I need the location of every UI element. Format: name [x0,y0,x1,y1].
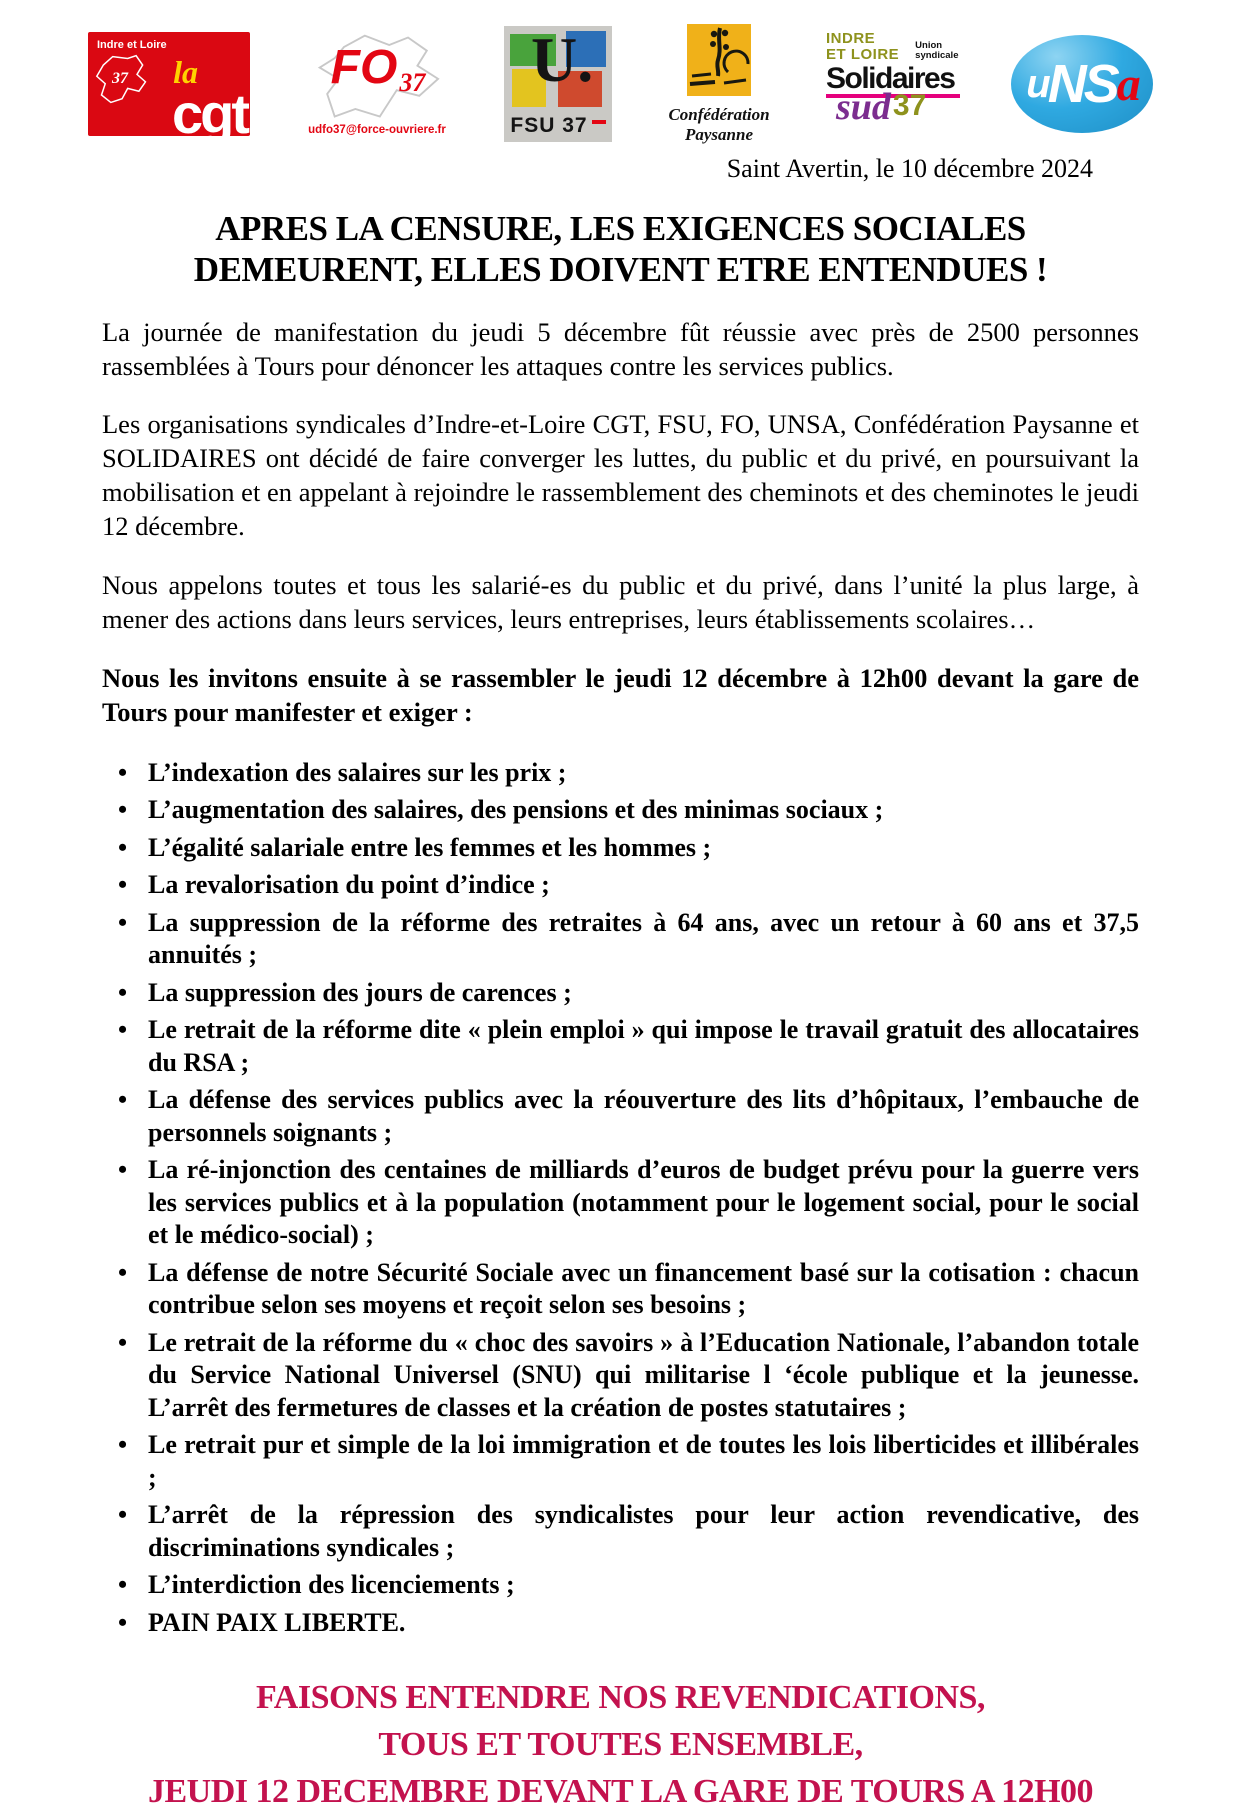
cgt-logo [88,32,250,145]
solidaires-wordmark: Solidaires [826,61,955,95]
footer-call-to-action [102,1675,1139,1816]
demand-item: • Le retrait de la réforme dite « plein emploi » qui impose le travail gratuit des allocataires du RSA ; [102,1014,1139,1079]
footer-line-3: JEUDI 12 DECEMBRE DEVANT LA GARE DE TOURS A 12H00 [147,1772,1094,1810]
fsu-u-letter: U. [531,24,594,95]
bold-intro-paragraph: Nous les invitons ensuite à se rassembler le jeudi 12 décembre à 12h00 devant la gare de Tours pour manifester et exiger : [102,662,1139,727]
solidaires-top-row [826,31,960,63]
solidaires-union-line1: Union [915,39,943,51]
demand-item: • La revalorisation du point d’indice ; [102,869,1139,902]
demand-item: • Le retrait pur et simple de la loi immigration et de toutes les lois liberticides et illibérales ; [102,1429,1139,1494]
demand-item: • L’augmentation des salaires, des pensions et des minimas sociaux ; [102,794,1139,827]
fsu-logo [504,26,612,142]
fsu-label-text: FSU 37 [510,114,588,137]
demand-item: • L’interdiction des licenciements ; [102,1569,1139,1602]
unsa-letter-n: N [1047,54,1084,114]
solidaires-dept-number: 37 [892,89,927,122]
fo-letters: FO [330,41,398,94]
title-line-1: APRES LA CENSURE, LES EXIGENCES SOCIALES [215,209,1026,248]
demand-item: • La défense des services publics avec la réouverture des lits d’hôpitaux, l’embauche de personnels soignants ; [102,1084,1139,1149]
dateline: Saint Avertin, le 10 décembre 2024 [726,154,1093,183]
unsa-letter-a: a [1116,57,1138,111]
cgt-dept-number: 37 [112,70,128,87]
demand-item: • La ré-injonction des centaines de milliards d’euros de budget prévu pour la guerre vers les services publics et à la population (notamment pour le logement social, pour le social et le médico-social) ; [102,1154,1139,1252]
demand-item: • La défense de notre Sécurité Sociale avec un financement basé sur la cotisation : chacun contribue selon ses moyens et reçoit selon ses besoins ; [102,1257,1139,1322]
unsa-logo [1011,35,1153,133]
demand-item: • L’arrêt de la répression des syndicalistes pour leur action revendicative, des discriminations syndicales ; [102,1499,1139,1564]
document-content [0,154,1241,1816]
unsa-letter-s: S [1083,54,1117,114]
fsu-wordmark [507,114,609,138]
solidaires-indre: INDRE [826,30,876,47]
fo-email-text: udfo37@force-ouvriere.fr [308,124,446,136]
solidaires-sud-script: sud [836,86,891,128]
confederation-paysanne-logo [663,24,775,144]
confederation-paysanne-name-line1: Confédération [668,104,770,124]
union-logos-row [0,0,1241,145]
solidaires-dept-lines [826,31,899,63]
fo-wordmark [301,41,453,97]
title-line-2: DEMEURENT, ELLES DOIVENT ETRE ENTENDUES ! [193,250,1048,290]
demand-item: • La suppression de la réforme des retraites à 64 ans, avec un retour à 60 ans et 37,5 annuités ; [102,907,1139,972]
demand-item: • L’indexation des salaires sur les prix ; [102,757,1139,790]
fo-dept-number: 37 [399,68,426,97]
unsa-ellipse [1011,35,1153,133]
cgt-region-label: Indre et Loire [97,39,167,51]
document-title [102,208,1139,291]
cgt-la-script: la [173,54,198,90]
solidaires-sud-row [826,88,960,126]
footer-line-1: FAISONS ENTENDRE NOS REVENDICATIONS, [256,1679,985,1717]
fsu-red-dash [592,120,606,124]
demands-list [102,757,1139,1640]
confederation-paysanne-icon [684,24,754,100]
solidaires-union-line2: syndicale [915,50,959,62]
fo-logo [301,30,453,138]
solidaires-logo [826,31,960,137]
demand-item: • La suppression des jours de carences ; [102,977,1139,1010]
footer-line-2: TOUS ET TOUTES ENSEMBLE, [378,1726,863,1764]
paragraph-1: La journée de manifestation du jeudi 5 décembre fût réussie avec près de 2500 personnes rassemblées à Tours pour dénoncer les attaques contre les services publics. [102,316,1139,381]
demand-item: • Le retrait de la réforme du « choc des savoirs » à l’Education Nationale, l’abandon totale du Service National Universel (SNU) qui militarise l ‘école publique et la jeunesse. L’arrêt des fermetures de classes et la création de postes statutaires ; [102,1327,1139,1425]
unsa-letter-u: u [1026,61,1048,106]
paragraph-3: Nous appelons toutes et tous les salarié-es du public et du privé, dans l’unité la plus large, à mener des actions dans leurs services, leurs entreprises, leurs établissements scolaires… [102,570,1139,634]
solidaires-union-syndicale [915,41,958,62]
fsu-color-squares [507,24,609,111]
demand-item: • L’égalité salariale entre les femmes et les hommes ; [102,832,1139,865]
demand-item: • PAIN PAIX LIBERTE. [102,1607,1139,1640]
confederation-paysanne-name-line2: Paysanne [685,124,753,144]
paragraph-2: Les organisations syndicales d’Indre-et-Loire CGT, FSU, FO, UNSA, Confédération Paysanne et SOLIDAIRES ont décidé de faire converger les luttes, du public et du privé, en poursuivant la mobilisation et en appelant à rejoindre le rassemblement des cheminots et des cheminotes le jeudi 12 décembre. [102,409,1139,542]
solidaires-et-loire: ET LOIRE [826,45,900,63]
cgt-wordmark: cgt [172,82,247,145]
